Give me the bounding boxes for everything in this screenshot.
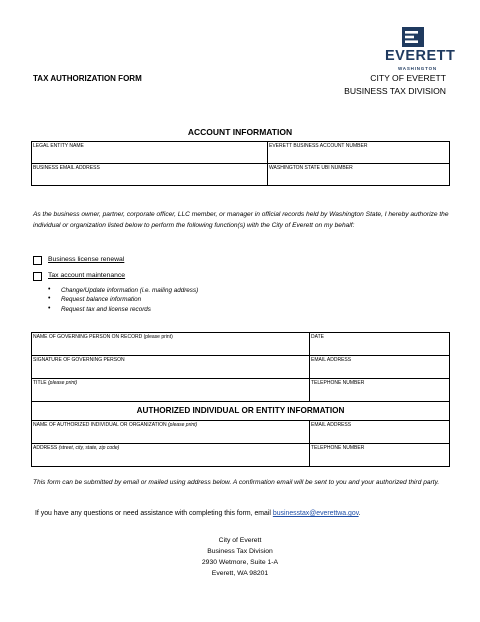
- authorized-address-label: ADDRESS: [33, 445, 58, 451]
- authorized-address-field[interactable]: [32, 444, 310, 467]
- city-name: CITY OF EVERETT: [370, 73, 446, 83]
- authorized-phone-label: TELEPHONE NUMBER: [311, 445, 365, 451]
- signature-table: [31, 332, 450, 467]
- governing-signature-label: SIGNATURE OF GOVERNING PERSON: [33, 357, 125, 363]
- support-email-link[interactable]: businesstax@everettwa.gov: [272, 510, 359, 517]
- account-info-table: [31, 141, 450, 186]
- questions-period: .: [358, 510, 361, 517]
- logo-subtext: WASHINGTON: [398, 66, 437, 71]
- account-section-title: ACCOUNT INFORMATION: [187, 127, 293, 137]
- address-line-4: Everett, WA 98201: [211, 570, 269, 577]
- authorization-statement: As the business owner, partner, corporate officer, LLC member, or manager in official records held by Washington State, I hereby authorize the individual or organization listed below to perform the following function(s) with the City of Everett on my behalf:: [33, 211, 449, 229]
- bullet-item-balance: Request balance information: [61, 296, 142, 303]
- address-line-2: Business Tax Division: [207, 548, 273, 555]
- questions-text: If you have any questions or need assistance with completing this form, email: [35, 510, 271, 517]
- governing-email-field[interactable]: [310, 356, 450, 379]
- business-account-number-field[interactable]: [268, 142, 450, 164]
- date-field[interactable]: [310, 333, 450, 356]
- authorized-name-field[interactable]: [32, 421, 310, 444]
- form-title: TAX AUTHORIZATION FORM: [33, 74, 142, 83]
- date-label: DATE: [311, 334, 324, 340]
- address-line-3: 2930 Wetmore, Suite 1-A: [201, 559, 279, 566]
- governing-person-name-field[interactable]: [32, 333, 310, 356]
- authorized-name-note: (please print): [168, 422, 198, 428]
- business-account-number-label: EVERETT BUSINESS ACCOUNT NUMBER: [269, 143, 368, 149]
- governing-email-label: EMAIL ADDRESS: [311, 357, 352, 363]
- renewal-checkbox[interactable]: [33, 256, 42, 265]
- bullet-point: •: [48, 305, 51, 312]
- ubi-number-label: WASHINGTON STATE UBI NUMBER: [269, 165, 353, 171]
- governing-signature-field[interactable]: [32, 356, 310, 379]
- authorized-phone-field[interactable]: [310, 444, 450, 467]
- governing-phone-label: TELEPHONE NUMBER: [311, 380, 365, 386]
- authorized-section-title: AUTHORIZED INDIVIDUAL OR ENTITY INFORMATION: [32, 402, 450, 421]
- maintenance-label: Tax account maintenance: [48, 272, 126, 279]
- bullet-item-records: Request tax and license records: [61, 306, 151, 313]
- questions-line: [35, 510, 361, 517]
- legal-entity-name-field[interactable]: [32, 142, 268, 164]
- maintenance-checkbox[interactable]: [33, 272, 42, 281]
- title-label-note: (please print): [48, 380, 78, 386]
- ubi-number-field[interactable]: [268, 164, 450, 186]
- logo-wordmark: EVERETT: [385, 48, 456, 64]
- authorized-email-label: EMAIL ADDRESS: [311, 422, 352, 428]
- bullet-point: •: [48, 295, 51, 302]
- governing-person-name-label: NAME OF GOVERNING PERSON ON RECORD (please print): [33, 334, 173, 340]
- division-name: BUSINESS TAX DIVISION: [344, 86, 446, 96]
- bullet-point: •: [48, 286, 51, 293]
- authorized-email-field[interactable]: [310, 421, 450, 444]
- legal-entity-name-label: LEGAL ENTITY NAME: [33, 143, 84, 149]
- authorized-address-note: (street, city, state, zip code): [58, 445, 120, 451]
- bullet-item-change-info: Change/Update information (i.e. mailing address): [61, 287, 199, 294]
- submission-note: This form can be submitted by email or mailed using address below. A confirmation email will be sent to you and your authorized third party.: [33, 479, 440, 486]
- address-line-1: City of Everett: [218, 537, 262, 544]
- business-email-field[interactable]: [32, 164, 268, 186]
- authorized-name-label: NAME OF AUTHORIZED INDIVIDUAL OR ORGANIZATION: [33, 422, 167, 428]
- everett-logo-icon: [402, 27, 424, 47]
- title-field[interactable]: [32, 379, 310, 402]
- business-email-label: BUSINESS EMAIL ADDRESS: [33, 165, 100, 171]
- renewal-label: Business license renewal: [48, 256, 125, 263]
- title-label: TITLE: [33, 380, 47, 386]
- governing-phone-field[interactable]: [310, 379, 450, 402]
